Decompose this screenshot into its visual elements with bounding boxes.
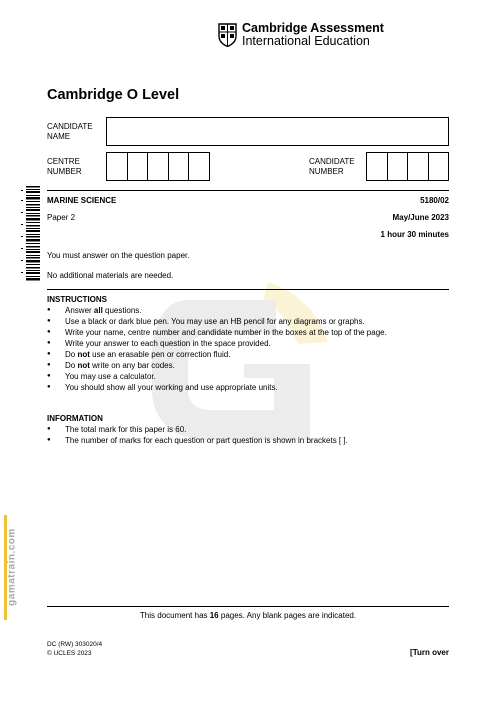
list-item: ● Use a black or dark blue pen. You may use an HB pencil for any diagrams or graphs. <box>47 316 387 327</box>
list-item: ● The number of marks for each question or part question is shown in brackets [ ]. <box>47 435 348 446</box>
page-title: Cambridge O Level <box>47 87 180 103</box>
page-count-note: This document has 16 pages. Any blank pages are indicated. <box>139 611 357 620</box>
information-heading: INFORMATION <box>47 414 103 423</box>
document-reference: DC (RW) 303020/4 © UCLES 2023 <box>47 641 103 657</box>
list-item: ● Do not use an erasable pen or correction fluid. <box>47 349 387 360</box>
side-brand <box>4 515 20 620</box>
information-list <box>47 424 348 446</box>
turn-over-label: [Turn over <box>410 648 449 657</box>
list-item: ● Write your name, centre number and candidate number in the boxes at the top of the page. <box>47 327 387 338</box>
syllabus-code: 5180/02 <box>420 196 449 205</box>
centre-number-field[interactable] <box>106 152 210 181</box>
candidate-name-field[interactable] <box>106 117 449 146</box>
materials-note: No additional materials are needed. <box>47 271 174 280</box>
logo-line-2: International Education <box>242 34 370 48</box>
divider <box>47 190 449 191</box>
exam-session: May/June 2023 <box>392 213 449 222</box>
exam-duration: 1 hour 30 minutes <box>380 230 449 239</box>
paper-number: Paper 2 <box>47 213 76 222</box>
side-brand-text: gamatrain.com <box>6 528 18 606</box>
divider <box>47 289 449 290</box>
list-item: ● You may use a calculator. <box>47 371 387 382</box>
list-item: ● The total mark for this paper is 60. <box>47 424 348 435</box>
candidate-name-label: CANDIDATE NAME <box>47 122 93 141</box>
candidate-number-label: CANDIDATE NUMBER <box>309 157 355 176</box>
logo-line-1: Cambridge Assessment <box>242 21 384 35</box>
subject-name: MARINE SCIENCE <box>47 196 117 205</box>
list-item: ● Answer all questions. <box>47 305 387 316</box>
list-item: ● Write your answer to each question in the space provided. <box>47 338 387 349</box>
list-item: ● Do not write on any bar codes. <box>47 360 387 371</box>
instructions-list <box>47 305 387 393</box>
list-item: ● You should show all your working and use appropriate units. <box>47 382 387 393</box>
crest-icon <box>218 23 237 47</box>
cambridge-logo <box>218 21 384 50</box>
instructions-heading: INSTRUCTIONS <box>47 295 107 304</box>
candidate-number-field[interactable] <box>366 152 449 181</box>
divider <box>47 606 449 607</box>
answer-note: You must answer on the question paper. <box>47 251 190 260</box>
centre-number-label: CENTRE NUMBER <box>47 157 82 176</box>
barcode-icon <box>20 186 40 282</box>
